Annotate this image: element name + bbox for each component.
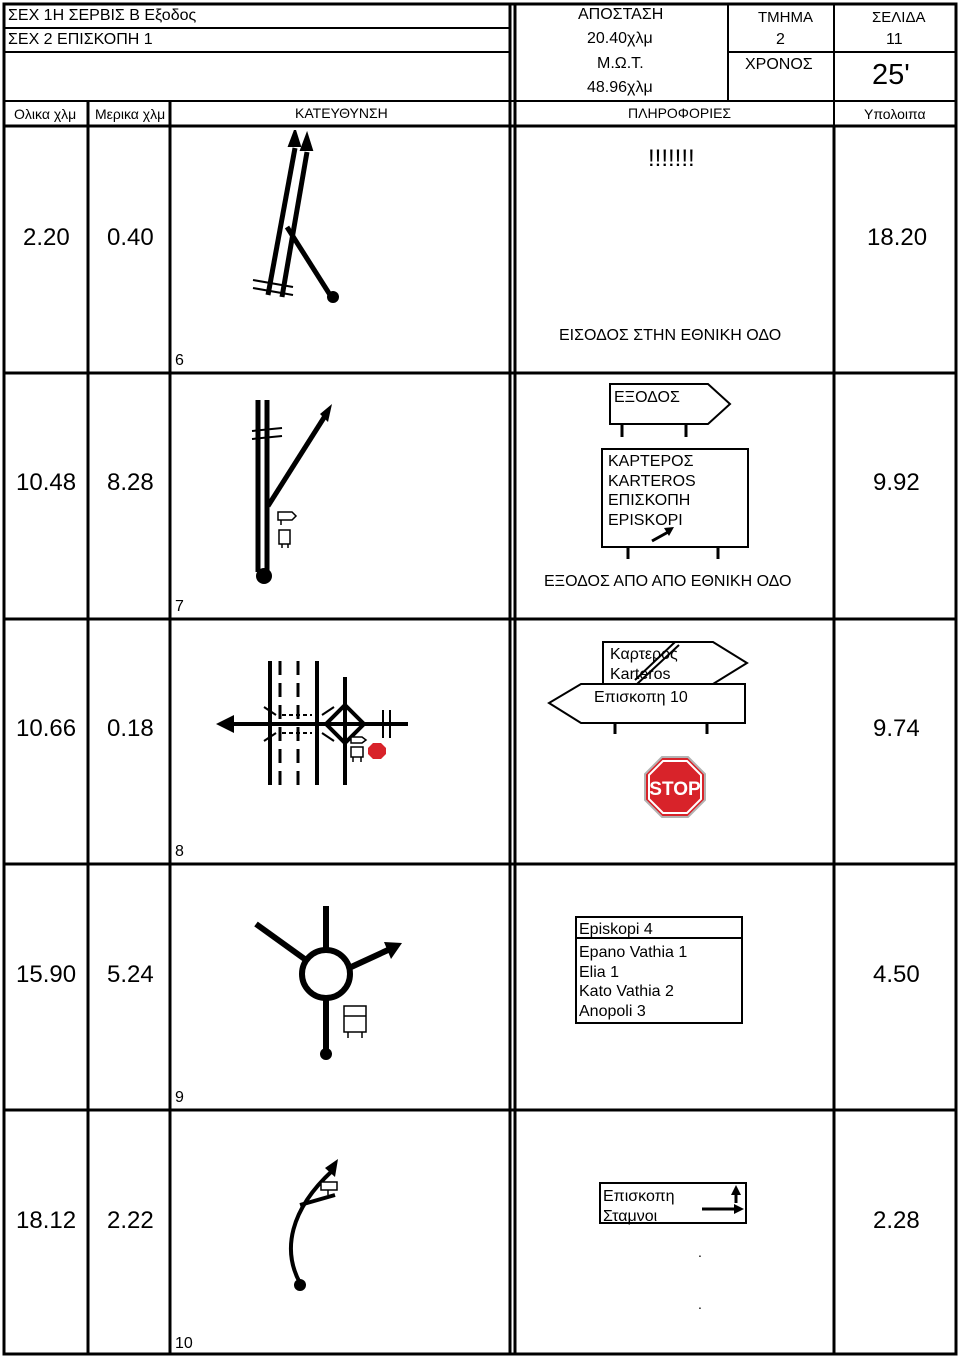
- row-2-total: 10.48: [16, 469, 77, 496]
- row-5-dot-1: .: [698, 1244, 702, 1260]
- row-1-number: 6: [175, 352, 184, 369]
- column-partial-km: Μερικα χλμ: [95, 106, 166, 122]
- section-value: 2: [776, 31, 785, 48]
- section-label: ΤΜΗΜΑ: [758, 9, 813, 26]
- board-line: KARTEROS: [608, 472, 696, 490]
- row-3-partial: 0.18: [107, 715, 154, 742]
- board-line: Anopoli 3: [579, 1002, 646, 1020]
- column-info: ΠΛΗΡΟΦΟΡΙΕΣ: [628, 105, 732, 121]
- board-line: ΚΑΡΤΕΡΟΣ: [608, 453, 694, 470]
- row-1-caption: ΕΙΣΟΔΟΣ ΣΤΗΝ ΕΘΝΙΚΗ ΟΔΟ: [559, 327, 782, 344]
- row-4-total: 15.90: [16, 961, 77, 988]
- row-4-remaining: 4.50: [873, 961, 920, 988]
- row-4-board-text: [579, 943, 687, 1021]
- mot-value: 48.96χλμ: [587, 79, 653, 96]
- stop-sign-icon: [643, 755, 707, 819]
- row-5-remaining: 2.28: [873, 1207, 920, 1234]
- crossroad-turn-left-icon: [212, 655, 417, 790]
- board-line: Kato Vathia 2: [579, 983, 674, 1000]
- highway-exit-right-icon: [248, 396, 338, 586]
- row-2-number: 7: [175, 598, 184, 615]
- board-line: Elia 1: [579, 963, 620, 981]
- row-3-number: 8: [175, 843, 184, 860]
- route-title: ΣΕΧ 1Η ΣΕΡΒΙΣ Β Εξοδος: [8, 7, 197, 24]
- fork-right-icon: [280, 1155, 350, 1295]
- row-3-right-sign-text: [610, 645, 678, 684]
- distance-value: 20.40χλμ: [587, 30, 653, 47]
- stop-sign-text: STOP: [649, 779, 701, 800]
- sign-line: Επισκοπη: [603, 1188, 675, 1205]
- mot-label: Μ.Ω.Τ.: [597, 55, 644, 72]
- row-2-board-text: [608, 452, 696, 530]
- row-4-number: 9: [175, 1089, 184, 1106]
- distance-label: ΑΠΟΣΤΑΣΗ: [578, 6, 664, 23]
- route-subtitle: ΣΕΧ 2 ΕΠΙΣΚΟΠΗ 1: [8, 31, 153, 48]
- row-1-warning: !!!!!!!: [648, 145, 695, 172]
- row-1-partial: 0.40: [107, 224, 154, 251]
- time-label: ΧΡΟΝΟΣ: [745, 56, 813, 73]
- board-line: EPISKOPI: [608, 511, 683, 529]
- road-merge-arrows-icon: [240, 130, 350, 310]
- row-1-total: 2.20: [23, 224, 70, 251]
- board-line: ΕΠΙΣΚΟΠΗ: [608, 492, 691, 509]
- row-5-total: 18.12: [16, 1207, 77, 1234]
- roundabout-icon: [248, 902, 408, 1062]
- row-4-partial: 5.24: [107, 961, 154, 988]
- row-5-dot-2: .: [698, 1296, 702, 1312]
- row-2-partial: 8.28: [107, 469, 154, 496]
- sign-line: Καρτερος: [610, 646, 678, 663]
- row-2-remaining: 9.92: [873, 469, 920, 496]
- column-total-km: Ολικα χλμ: [14, 106, 77, 122]
- row-3-total: 10.66: [16, 715, 77, 742]
- sign-line: Σταμνοι: [603, 1208, 658, 1225]
- row-5-partial: 2.22: [107, 1207, 154, 1234]
- board-line: Epano Vathia 1: [579, 944, 688, 961]
- time-value: 25': [872, 59, 910, 91]
- row-1-remaining: 18.20: [867, 224, 928, 251]
- sign-line: Karteros: [610, 665, 671, 683]
- row-5-number: 10: [175, 1335, 193, 1352]
- row-5-sign-text: [603, 1187, 675, 1227]
- row-2-caption: ΕΞΟΔΟΣ ΑΠΟ ΑΠΟ ΕΘΝΙΚΗ ΟΔΟ: [544, 573, 792, 590]
- row-3-remaining: 9.74: [873, 715, 920, 742]
- row-4-board-title: Episkopi 4: [579, 921, 653, 938]
- column-direction: ΚΑΤΕΥΘΥΝΣΗ: [295, 105, 388, 121]
- page-value: 11: [886, 31, 903, 48]
- row-3-left-sign-text: Επισκοπη 10: [594, 689, 688, 706]
- column-remaining: Υπολοιπα: [864, 106, 926, 122]
- exit-sign-text: ΕΞΟΔΟΣ: [614, 389, 680, 406]
- page-label: ΣΕΛΙΔΑ: [872, 9, 926, 26]
